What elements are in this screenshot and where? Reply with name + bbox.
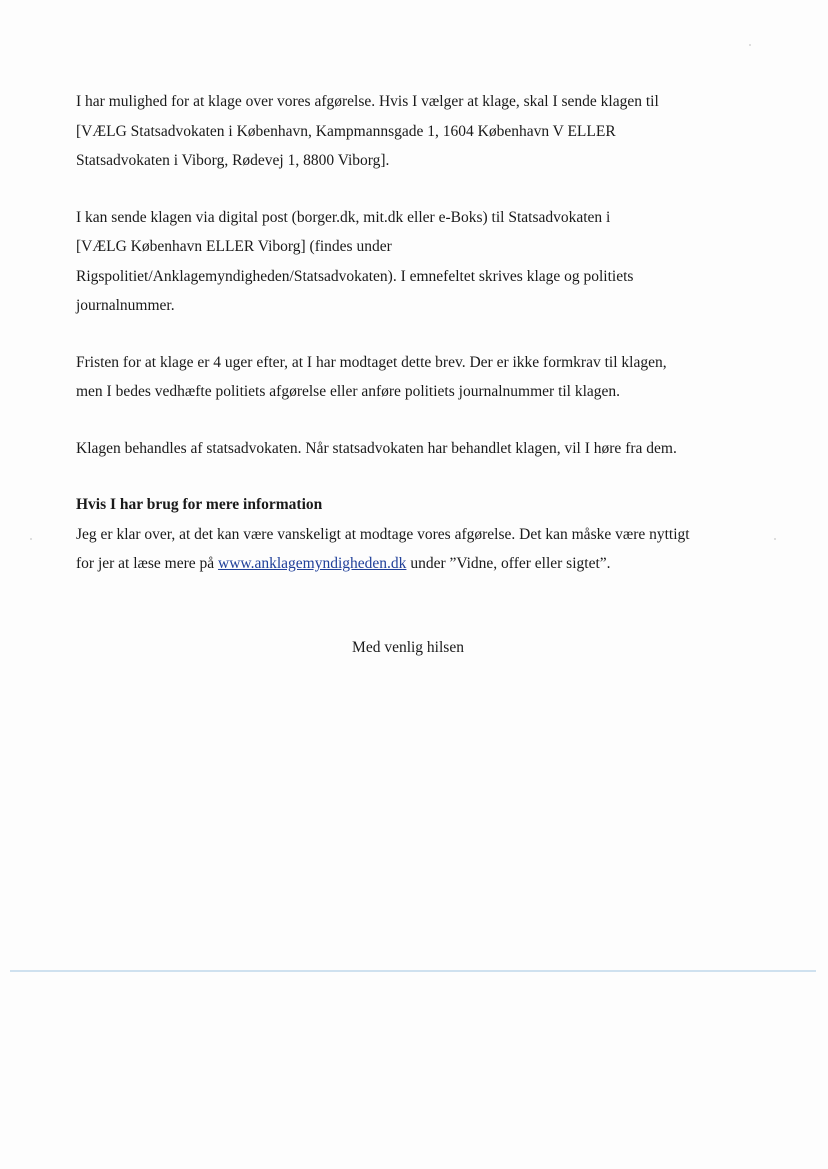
text-fragment: under ”Vidne, offer eller sigtet”. (406, 555, 611, 572)
anklagemyndigheden-link[interactable]: www.anklagemyndigheden.dk (218, 555, 407, 572)
scan-speck (749, 44, 751, 46)
letter-body (76, 87, 756, 606)
text-fragment: for jer at læse mere på (76, 555, 219, 572)
text-line: I har mulighed for at klage over vores afgørelse. Hvis I vælger at klage, skal I sende klagen til (76, 93, 659, 110)
text-line: Statsadvokaten i Viborg, Rødevej 1, 8800 Viborg]. (76, 152, 390, 169)
processing-paragraph (76, 434, 756, 464)
text-line: [VÆLG København ELLER Viborg] (findes under (76, 238, 392, 255)
closing-greeting: Med venlig hilsen (352, 639, 464, 656)
text-line: [VÆLG Statsadvokaten i København, Kampmannsgade 1, 1604 København V ELLER (76, 122, 616, 140)
text-line: Klagen behandles af statsadvokaten. Når statsadvokaten har behandlet klagen, vil I høre fra dem. (76, 439, 677, 457)
text-line: Jeg er klar over, at det kan være vanskeligt at modtage vores afgørelse. Det kan måske være nyttigt (76, 525, 690, 543)
text-line (76, 549, 756, 579)
complaint-address-paragraph (76, 87, 756, 176)
scan-speck (30, 538, 32, 540)
text-line: Fristen for at klage er 4 uger efter, at I har modtaget dette brev. Der er ikke formkrav til klagen, (76, 353, 667, 371)
section-heading: Hvis I har brug for mere information (76, 496, 323, 513)
text-line: Rigspolitiet/Anklagemyndigheden/Statsadvokaten). I emnefeltet skrives klage og politiets (76, 267, 634, 285)
text-line: journalnummer. (76, 297, 175, 314)
deadline-paragraph (76, 348, 756, 407)
digital-post-paragraph (76, 203, 756, 321)
text-line: I kan sende klagen via digital post (borger.dk, mit.dk eller e-Boks) til Statsadvokaten i (76, 208, 611, 226)
text-line: men I bedes vedhæfte politiets afgørelse eller anføre politiets journalnummer til klagen. (76, 383, 621, 400)
fold-line (10, 970, 816, 972)
scan-speck (774, 538, 776, 540)
more-information-section (76, 490, 756, 579)
